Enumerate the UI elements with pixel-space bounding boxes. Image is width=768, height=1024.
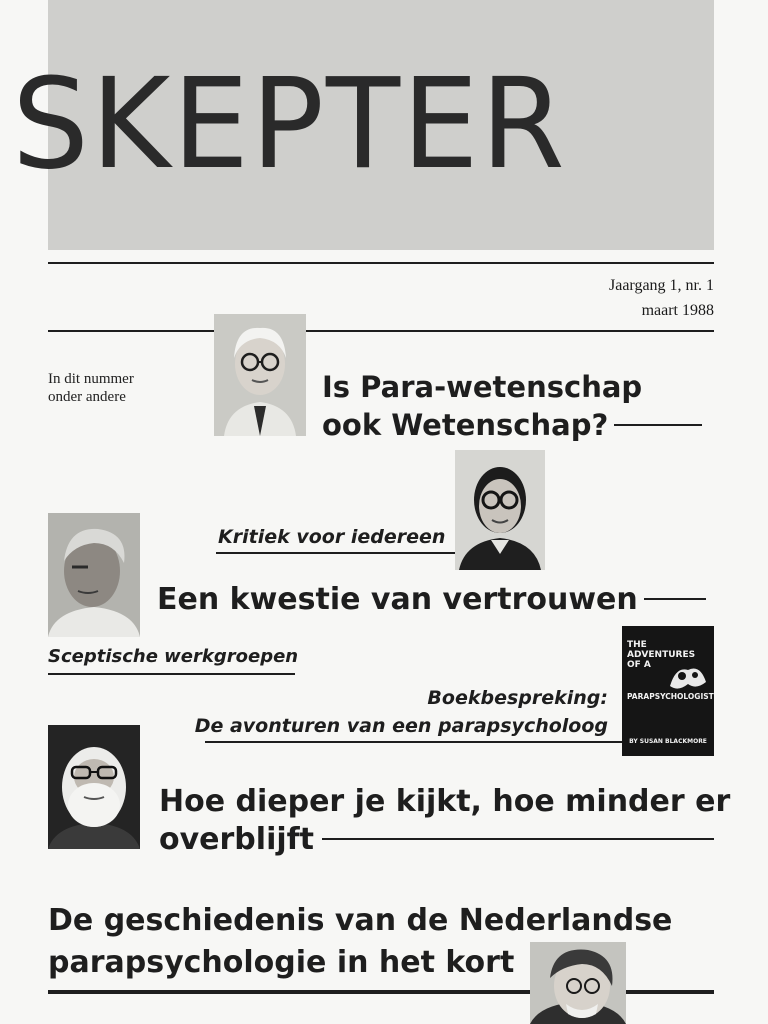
headline-kwestie[interactable]: Een kwestie van vertrouwen xyxy=(157,582,706,618)
headline-para-wetenschap[interactable] xyxy=(322,368,702,444)
headline-geschiedenis-line1: De geschiedenis van de Nederlandse xyxy=(48,903,673,938)
book-cover-line2: ADVENTURES xyxy=(627,650,696,660)
intro-label-line1: In dit nummer xyxy=(48,371,134,387)
book-cover xyxy=(622,626,714,756)
headline-para-wetenschap-line1: Is Para-wetenschap xyxy=(322,370,643,404)
headline-hoe-dieper[interactable] xyxy=(159,783,730,859)
book-cover-line4: PARAPSYCHOLOGIST xyxy=(627,692,714,701)
book-cover-line3: OF A xyxy=(627,660,651,670)
book-cover-author: BY SUSAN BLACKMORE xyxy=(629,738,707,745)
portrait-icon xyxy=(214,314,306,436)
issue-date: maart 1988 xyxy=(641,302,714,319)
headline-hoe-dieper-line2: overblijft xyxy=(159,821,730,859)
author-photo-1 xyxy=(214,314,306,436)
rule-kritiek xyxy=(216,552,455,554)
rule-sceptische xyxy=(48,673,295,675)
boekbespreking-label: Boekbespreking: xyxy=(427,687,608,709)
portrait-icon xyxy=(455,450,545,570)
rule-bottom xyxy=(48,990,530,994)
headline-geschiedenis-line2: parapsychologie in het kort xyxy=(48,945,515,980)
subhead-kritiek[interactable]: Kritiek voor iedereen xyxy=(218,526,446,548)
portrait-icon xyxy=(530,942,626,1024)
author-photo-4 xyxy=(48,725,140,849)
author-photo-3 xyxy=(48,513,140,637)
book-cover-line1: THE xyxy=(627,640,647,650)
rule-left-top xyxy=(48,330,214,332)
intro-label-line2: onder andere xyxy=(48,389,126,405)
author-photo-2 xyxy=(455,450,545,570)
headline-hoe-dieper-line1: Hoe dieper je kijkt, hoe minder er xyxy=(159,784,731,819)
headline-para-wetenschap-line2: ook Wetenschap? xyxy=(322,406,702,444)
subhead-boekbespreking[interactable] xyxy=(195,684,608,740)
intro-label xyxy=(48,370,134,406)
rule-boekbespreking xyxy=(205,741,623,743)
rule-under-masthead xyxy=(48,262,714,264)
book-cover-illustration-icon xyxy=(666,662,710,692)
boekbespreking-title: De avonturen van een parapsycholoog xyxy=(194,715,608,737)
portrait-icon xyxy=(48,725,140,849)
author-photo-5 xyxy=(530,942,626,1024)
rule-right-top xyxy=(306,330,714,332)
portrait-icon xyxy=(48,513,140,637)
issue-volume: Jaargang 1, nr. 1 xyxy=(608,277,714,294)
subhead-sceptische[interactable]: Sceptische werkgroepen xyxy=(48,646,299,667)
rule-bottom-right xyxy=(626,990,714,994)
masthead-title: SKEPTER xyxy=(12,52,567,197)
